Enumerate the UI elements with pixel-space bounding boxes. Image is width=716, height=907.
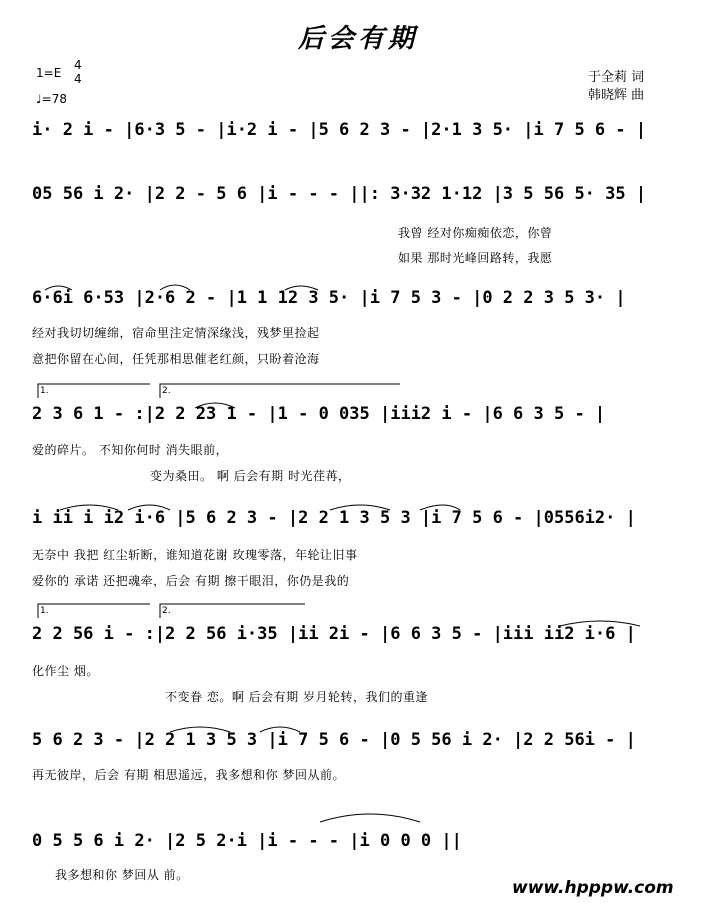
system-1-notes: i· 2 i - |6·3 5 - |i·2 i - |5 6 2 3 - |2·1 3 5· |i 7 5 6 - | (32, 120, 647, 140)
tempo-value: =78 (41, 92, 67, 106)
system-6-volta-2: 2. (162, 606, 171, 616)
system-2-lyric-1: 我曾 经对你痴痴依恋，你曾 (398, 226, 553, 240)
composer-credit: 韩晓辉 曲 (588, 88, 645, 103)
slur-7 (330, 505, 390, 510)
system-5-notes: i ii i i2 i·6 |5 6 2 3 - |2 2 1 3 5 3 |i 7 5 6 - |0556i2· | (32, 508, 636, 528)
slur-1 (45, 286, 72, 290)
system-2-lyric-2: 如果 那时光峰回路转，我愿 (398, 251, 553, 265)
slur-4 (195, 403, 235, 408)
system-3-notes: 6·6i 6·53 |2·6 2 - |1 1 12 3 5· |i 7 5 3 - |0 2 2 3 5 3· | (32, 288, 626, 308)
volta-bracket-1 (38, 384, 150, 398)
slur-5 (60, 505, 118, 510)
system-4-volta-2: 2. (162, 386, 171, 396)
lyricist-credit: 于全莉 词 (588, 70, 645, 85)
system-8-lyric-1: 我多想和你 梦回从 前。 (55, 868, 189, 882)
slur-2 (160, 285, 190, 290)
quarter-note-icon: ♩ (36, 92, 42, 106)
system-4-lyric-1: 爱的碎片。 不知你何时 消失眼前， (32, 443, 229, 457)
key-signature: 1=E (36, 66, 62, 80)
system-8-notes: 0 5 5 6 i 2· |2 5 2·i |i - - - |i 0 0 0 || (32, 831, 462, 851)
slur-8 (420, 505, 460, 510)
system-6-lyric-2: 不变眷 恋。啊 后会有期 岁月轮转，我们的重逢 (165, 690, 428, 704)
time-signature-bottom: 4 (74, 72, 82, 86)
slur-6 (128, 505, 170, 510)
system-3-lyric-1: 经对我切切缠绵，宿命里注定情深缘浅，残梦里捡起 (32, 326, 320, 340)
slur-12 (320, 814, 420, 822)
system-7-lyric-1: 再无彼岸，后会 有期 相思遥远，我多想和你 梦回从前。 (32, 768, 345, 782)
slur-10 (170, 727, 230, 732)
site-watermark: www.hpppw.com (512, 878, 674, 898)
system-4-notes: 2 3 6 1 - :|2 2 23 1 - |1 - 0 035 |iii2 i - |6 6 3 5 - | (32, 404, 606, 424)
time-signature-top: 4 (74, 58, 82, 72)
system-5-lyric-1: 无奈中 我把 红尘斩断，谁知道花谢 玫瑰零落，年轮让旧事 (32, 548, 358, 562)
slur-11 (260, 727, 300, 732)
system-4-volta-1: 1. (40, 386, 49, 396)
system-3-lyric-2: 意把你留在心间，任凭那相思催老红颜，只盼着沧海 (32, 352, 320, 366)
system-5-lyric-2: 爱你的 承诺 还把魂牵，后会 有期 擦干眼泪，你仍是我的 (32, 574, 350, 588)
song-title: 后会有期 (297, 24, 418, 54)
system-6-lyric-1: 化作尘 烟。 (32, 664, 99, 678)
slur-9 (560, 621, 640, 626)
system-2-notes: 05 56 i 2· |2 2 - 5 6 |i - - - ||: 3·32 1·12 |3 5 56 5· 35 | (32, 184, 647, 204)
system-7-notes: 5 6 2 3 - |2 2 1 3 5 3 |i 7 5 6 - |0 5 56 i 2· |2 2 56i - | (32, 730, 636, 750)
system-6-volta-1: 1. (40, 606, 49, 616)
volta-bracket-2 (160, 384, 400, 398)
volta-bracket-3 (38, 604, 150, 618)
system-4-lyric-2: 变为桑田。 啊 后会有期 时光荏苒， (150, 469, 351, 483)
system-6-notes: 2 2 56 i - :|2 2 56 i·35 |ii 2i - |6 6 3 5 - |iii ii2 i·6 | (32, 624, 636, 644)
volta-bracket-4 (160, 604, 305, 618)
slur-3 (285, 286, 318, 290)
